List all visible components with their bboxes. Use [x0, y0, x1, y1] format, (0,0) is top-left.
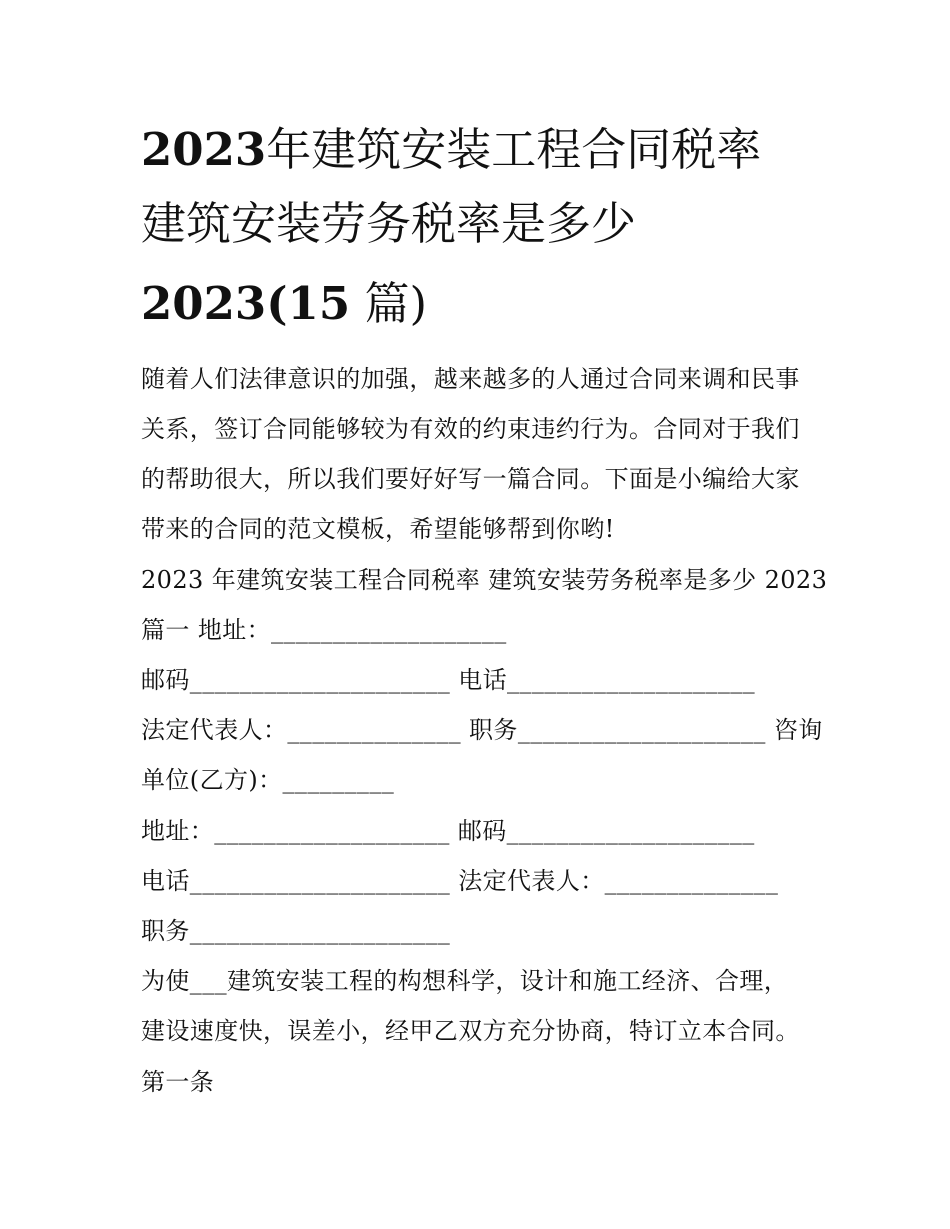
body-line: 关系，签订合同能够较为有效的约束违约行为。合同对于我们 [141, 415, 800, 443]
title-text-1: 年建筑安装工程合同税率 [266, 123, 762, 176]
title-year: 2023 [141, 123, 267, 176]
body-line: 邮码_____________________ 电话____________________ [141, 666, 756, 694]
body-line: 电话_____________________ 法定代表人：______________ [141, 867, 779, 895]
document-title-line-3 [141, 267, 841, 341]
body-line: 为使___建筑安装工程的构想科学，设计和施工经济、合理， [141, 967, 789, 995]
body-line: 篇一 地址：___________________ [141, 616, 507, 644]
body-line: 建设速度快，误差小，经甲乙双方充分协商，特订立本合同。 [141, 1017, 800, 1045]
body-line: 的帮助很大，所以我们要好好写一篇合同。下面是小编给大家 [141, 465, 800, 493]
title-count: 2023(15 [141, 277, 351, 330]
title-text-3: 篇) [364, 277, 428, 330]
body-line: 职务_____________________ [141, 917, 451, 945]
document-title-line-1 [141, 113, 841, 187]
document-title-line-2: 建筑安装劳务税率是多少 [141, 197, 637, 250]
body-line: 地址：___________________ 邮码____________________ [141, 817, 755, 845]
body-line: 单位(乙方)：_________ [141, 766, 395, 794]
body-line: 随着人们法律意识的加强，越来越多的人通过合同来调和民事 [141, 365, 800, 393]
body-line: 第一条 [141, 1068, 215, 1096]
body-line: 法定代表人：______________ 职务____________________ 咨询 [141, 716, 823, 744]
body-line: 带来的合同的范文模板，希望能够帮到你哟! [141, 515, 615, 543]
body-line: 2023 年建筑安装工程合同税率 建筑安装劳务税率是多少 2023 [141, 566, 828, 594]
